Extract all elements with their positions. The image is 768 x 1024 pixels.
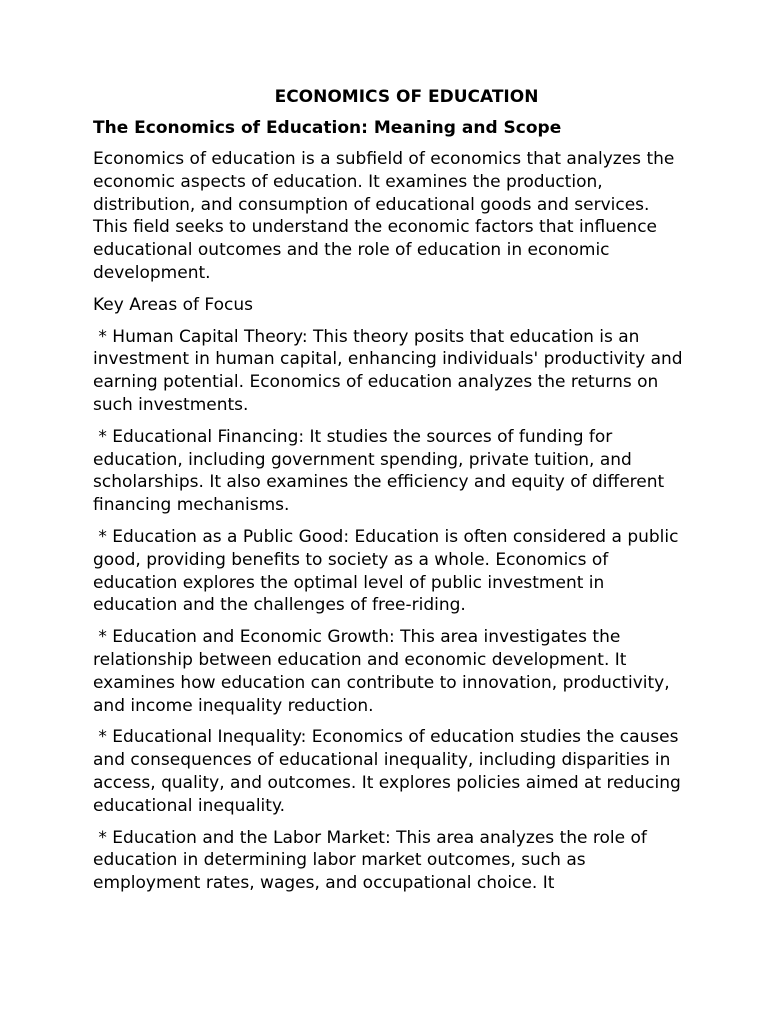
focus-item-economic-growth: * Education and Economic Growth: This area investigates the relationship between education and economic development. It examines how education can contribute to innovation, productivity, and income inequality reduction. (93, 627, 676, 716)
focus-item-human-capital: * Human Capital Theory: This theory posits that education is an investment in human capital, enhancing individuals' productivity and earning potential. Economics of education analyzes the returns on such investments. (93, 326, 688, 415)
focus-item-labor-market: * Education and the Labor Market: This area analyzes the role of education in determining labor market outcomes, such as employment rates, wages, and occupational choice. It (93, 827, 653, 894)
document-body (93, 86, 688, 904)
section-heading: The Economics of Education: Meaning and Scope (93, 118, 562, 138)
focus-item-inequality: * Educational Inequality: Economics of education studies the causes and consequences of educational inequality, including disparities in access, quality, and outcomes. It explores policies aimed at reducing educational inequality. (93, 727, 687, 816)
document-title: ECONOMICS OF EDUCATION (274, 87, 539, 107)
focus-item-financing: * Educational Financing: It studies the sources of funding for education, including government spending, private tuition, and scholarships. It also examines the efficiency and equity of different financing mechanisms. (93, 426, 670, 516)
focus-item-public-good: * Education as a Public Good: Education is often considered a public good, providing benefits to society as a whole. Economics of education explores the optimal level of public investment in education and the challenges of free-riding. (93, 526, 684, 616)
key-areas-label: Key Areas of Focus (93, 294, 253, 315)
intro-paragraph: Economics of education is a subfield of economics that analyzes the economic aspects of education. It examines the production, distribution, and consumption of educational goods and services. This field seeks to understand the economic factors that influence educational outcomes and the role of education in economic development. (93, 149, 675, 283)
